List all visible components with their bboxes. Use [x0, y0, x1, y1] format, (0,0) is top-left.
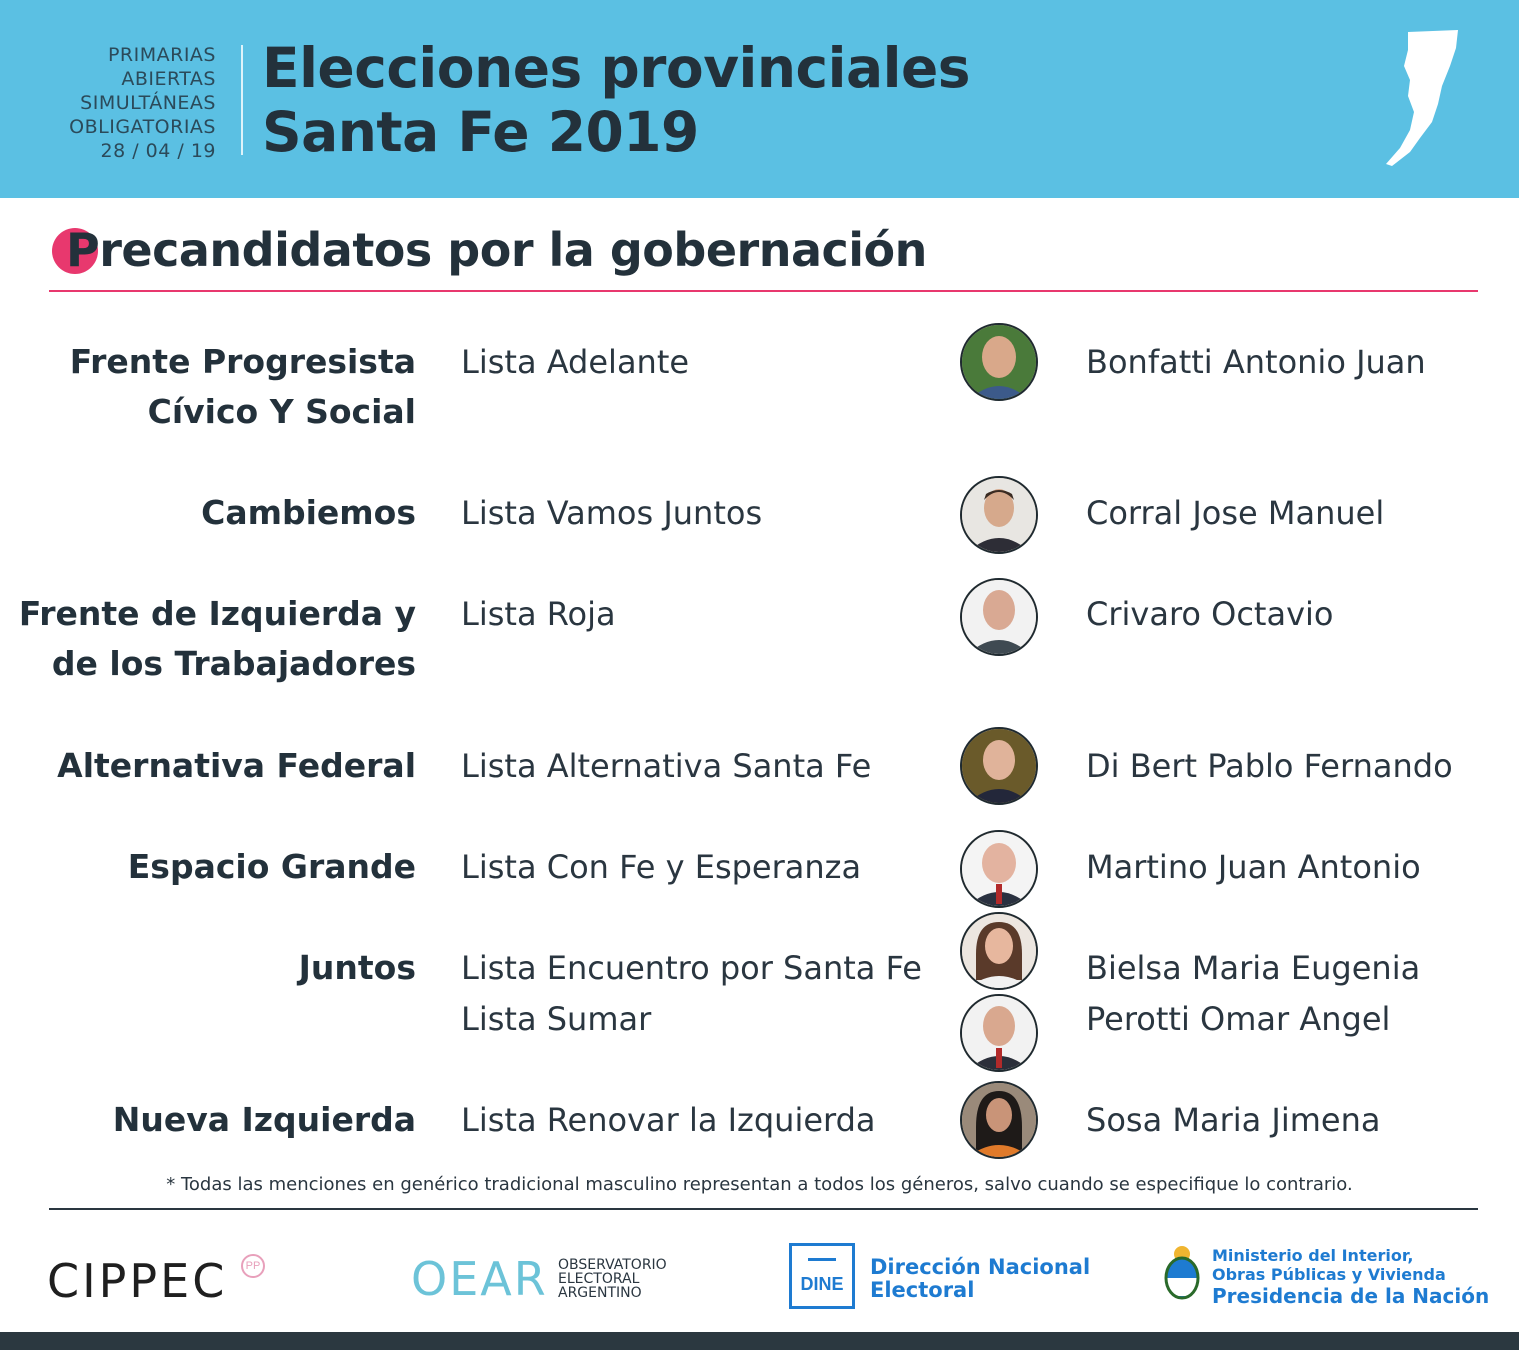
party-line: Cívico Y Social	[147, 392, 416, 431]
candidate-name: Crivaro Octavio	[1086, 595, 1334, 633]
candidate-photo	[960, 994, 1038, 1072]
party-name	[57, 741, 416, 791]
party-line: Nueva Izquierda	[112, 1100, 416, 1139]
party-name	[113, 1095, 416, 1145]
section-title-text: Precandidatos por la gobernación	[66, 223, 927, 277]
candidate-name: Bonfatti Antonio Juan	[1086, 343, 1426, 381]
party-line: de los Trabajadores	[51, 644, 416, 683]
paso-line: OBLIGATORIAS	[69, 116, 216, 138]
lista-name: Lista Roja	[461, 595, 616, 633]
section-title	[50, 220, 927, 280]
ministerio-line: Obras Públicas y Vivienda	[1212, 1265, 1446, 1284]
footnote: * Todas las menciones en genérico tradicional masculino representan a todos los géneros, salvo cuando se especifique lo contrario.	[166, 1174, 1353, 1195]
paso-line: ABIERTAS	[121, 68, 216, 90]
paso-date: 28 / 04 / 19	[100, 140, 216, 162]
title-line-1: Elecciones provinciales	[262, 36, 971, 100]
oear-subtitle-line: OBSERVATORIO	[558, 1257, 667, 1273]
candidate-photo	[960, 912, 1038, 990]
paso-line: SIMULTÁNEAS	[80, 92, 216, 114]
candidate-photo	[960, 830, 1038, 908]
santa-fe-map-icon	[1380, 26, 1470, 171]
lista-name: Lista Vamos Juntos	[461, 494, 763, 532]
title-line-2: Santa Fe 2019	[262, 100, 699, 164]
dine-logo-bar	[808, 1258, 836, 1261]
candidate-photo	[960, 476, 1038, 554]
dine-name-line: Dirección Nacional	[870, 1255, 1091, 1279]
dine-name	[870, 1256, 1090, 1302]
presidencia-label: Presidencia de la Nación	[1212, 1284, 1490, 1308]
ministerio-name	[1212, 1246, 1489, 1308]
dine-name-line: Electoral	[870, 1278, 975, 1302]
candidate-photo	[960, 727, 1038, 805]
party-line: Espacio Grande	[127, 847, 416, 886]
lista-name: Lista Encuentro por Santa Fe	[461, 949, 922, 987]
party-name	[70, 337, 416, 437]
party-line: Cambiemos	[201, 493, 416, 532]
party-name	[128, 842, 416, 892]
header-divider	[241, 45, 243, 155]
lista-name: Lista Con Fe y Esperanza	[461, 848, 862, 886]
candidate-name: Bielsa Maria Eugenia	[1086, 949, 1421, 987]
ministerio-line: Ministerio del Interior,	[1212, 1246, 1414, 1265]
paso-label	[69, 43, 216, 163]
cippec-mark-icon: PP	[241, 1254, 265, 1278]
section-divider	[49, 290, 1478, 292]
candidate-name: Martino Juan Antonio	[1086, 848, 1421, 886]
candidate-name: Sosa Maria Jimena	[1086, 1101, 1381, 1139]
bottom-bar	[0, 1332, 1519, 1350]
candidate-photo	[960, 578, 1038, 656]
lista-name: Lista Alternativa Santa Fe	[461, 747, 872, 785]
oear-subtitle-line: ELECTORAL	[558, 1271, 640, 1287]
party-line: Frente de Izquierda y	[18, 594, 416, 633]
party-name	[299, 943, 416, 993]
candidate-photo	[960, 323, 1038, 401]
candidate-photo	[960, 1081, 1038, 1159]
party-line: Juntos	[298, 948, 416, 987]
paso-line: PRIMARIAS	[107, 44, 216, 66]
candidate-name: Perotti Omar Angel	[1086, 1000, 1391, 1038]
party-name	[201, 488, 416, 538]
party-line: Alternativa Federal	[57, 746, 416, 785]
oear-subtitle	[558, 1258, 667, 1300]
cippec-logo: CIPPEC	[47, 1254, 228, 1308]
footer-divider	[49, 1208, 1478, 1210]
party-name	[19, 589, 416, 689]
oear-subtitle-line: ARGENTINO	[558, 1285, 642, 1301]
lista-name: Lista Renovar la Izquierda	[461, 1101, 876, 1139]
candidate-name: Corral Jose Manuel	[1086, 494, 1385, 532]
dine-logo-text: DINE	[800, 1274, 844, 1294]
oear-logo: OEAR	[411, 1252, 548, 1306]
page-title	[262, 36, 970, 164]
dine-logo	[789, 1243, 855, 1309]
party-line: Frente Progresista	[69, 342, 416, 381]
national-coat-of-arms-icon	[1160, 1244, 1204, 1304]
candidate-name: Di Bert Pablo Fernando	[1086, 747, 1453, 785]
header-banner	[0, 0, 1519, 198]
lista-name: Lista Adelante	[461, 343, 690, 381]
lista-name: Lista Sumar	[461, 1000, 652, 1038]
